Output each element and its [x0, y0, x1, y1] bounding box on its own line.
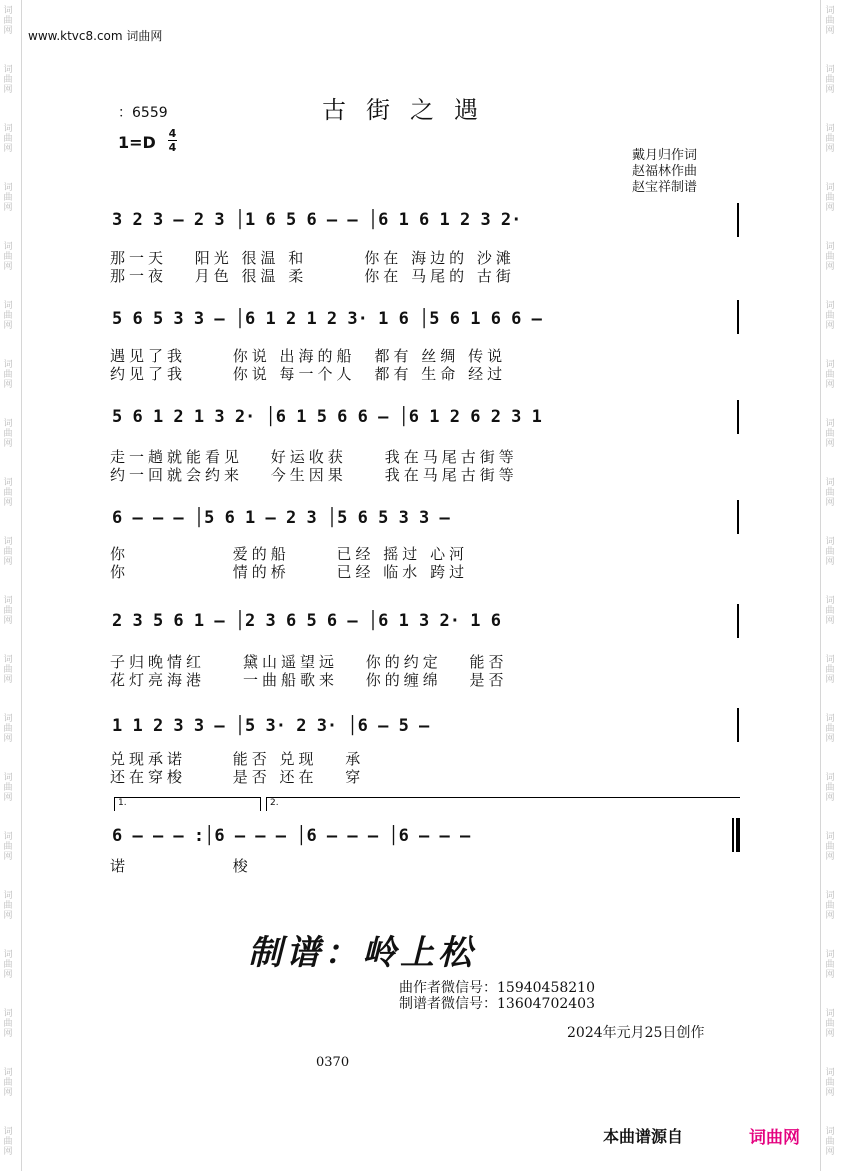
final-barline-thick — [736, 818, 740, 852]
lyrics-line: 花灯亮海港 一曲船歌来 你的缠绵 是否 — [110, 671, 508, 689]
right-margin-line — [820, 0, 821, 1171]
lyrics-line: 遇见了我 你说 出海的船 都有 丝绸 传说 — [110, 347, 507, 365]
lyrics-line: 那一夜 月色 很温 柔 你在 马尾的 古街 — [110, 267, 515, 285]
lyrics-line: 约见了我 你说 每一个人 都有 生命 经过 — [110, 365, 507, 383]
watermark-text: 词曲网 — [825, 478, 835, 508]
barline — [737, 500, 739, 534]
credits — [632, 148, 752, 196]
lyricist-credit: 戴月归作词 — [632, 148, 698, 163]
watermark-text: 词曲网 — [3, 65, 13, 95]
final-barline — [732, 818, 734, 852]
watermark-text: 词曲网 — [825, 1068, 835, 1098]
volta-second-label: 2. — [270, 798, 279, 808]
watermark-text: 词曲网 — [3, 1127, 13, 1157]
watermark-text: 词曲网 — [825, 1127, 835, 1157]
lyrics-line: 子归晚情红 黛山遥望远 你的约定 能否 — [110, 653, 508, 671]
time-sig-top: 4 — [168, 127, 177, 140]
watermark-text: 词曲网 — [825, 6, 835, 36]
watermark-text: 词曲网 — [825, 124, 835, 154]
watermark-text: 词曲网 — [825, 1009, 835, 1039]
watermark-text: 词曲网 — [3, 6, 13, 36]
watermark-text: 词曲网 — [3, 891, 13, 921]
lyrics-line: 那一天 阳光 很温 和 你在 海边的 沙滩 — [110, 249, 515, 267]
watermark-text: 词曲网 — [3, 419, 13, 449]
transcriber-credit: 赵宝祥制谱 — [632, 180, 698, 195]
watermark-text: 词曲网 — [3, 183, 13, 213]
watermark-text: 词曲网 — [3, 301, 13, 331]
left-margin-line — [21, 0, 22, 1171]
composer-credit: 赵福林作曲 — [632, 164, 698, 179]
volta-first — [114, 797, 261, 811]
watermark-text: 词曲网 — [3, 655, 13, 685]
serial-number: ：6559 — [118, 105, 168, 121]
song-title: 古街之遇 — [322, 96, 498, 124]
barline — [737, 400, 739, 434]
site-header[interactable]: www.ktvc8.com 词曲网 — [28, 29, 163, 43]
watermark-text: 词曲网 — [825, 65, 835, 95]
watermark-text: 词曲网 — [3, 773, 13, 803]
source-label: 本曲谱源自 — [603, 1127, 684, 1146]
wechat-contacts — [399, 980, 659, 1012]
watermark-text: 词曲网 — [825, 950, 835, 980]
left-watermark-strip — [0, 0, 20, 1171]
time-sig-bottom: 4 — [168, 141, 177, 154]
volta-first-label: 1. — [118, 798, 127, 808]
notes-row: 6 – – – │5 6 1 – 2 3 │5 6 5 3 3 – — [112, 508, 450, 528]
watermark-text: 词曲网 — [825, 242, 835, 272]
lyrics-line: 约一回就会约来 今生因果 我在马尾古街等 — [110, 466, 518, 484]
lyrics-line: 走一趟就能看见 好运收获 我在马尾古街等 — [110, 448, 518, 466]
watermark-text: 词曲网 — [825, 360, 835, 390]
watermark-text: 词曲网 — [3, 478, 13, 508]
watermark-text: 词曲网 — [3, 1009, 13, 1039]
watermark-text: 词曲网 — [825, 655, 835, 685]
creation-date: 2024年元月25日创作 — [567, 1025, 705, 1041]
notes-row: 5 6 1 2 1 3 2· │6 1 5 6 6 – │6 1 2 6 2 3 1 — [112, 407, 542, 427]
watermark-text: 词曲网 — [3, 124, 13, 154]
notes-row: 3 2 3 – 2 3 │1 6 5 6 – – │6 1 6 1 2 3 2· — [112, 210, 522, 230]
transcriber-wechat: 制谱者微信号：13604702403 — [399, 996, 595, 1012]
notes-row: 1 1 2 3 3 – │5 3· 2 3· │6 – 5 – — [112, 716, 430, 736]
watermark-text: 词曲网 — [825, 891, 835, 921]
barline — [737, 203, 739, 237]
brand-link[interactable]: 词曲网 — [749, 1128, 800, 1148]
watermark-text: 词曲网 — [825, 301, 835, 331]
transcriber-signature: 制谱：岭上松 — [248, 933, 476, 973]
watermark-text: 词曲网 — [825, 183, 835, 213]
watermark-text: 词曲网 — [825, 419, 835, 449]
time-signature — [168, 128, 177, 153]
watermark-text: 词曲网 — [3, 596, 13, 626]
barline — [737, 300, 739, 334]
watermark-text: 词曲网 — [825, 596, 835, 626]
watermark-text: 词曲网 — [3, 360, 13, 390]
watermark-text: 词曲网 — [825, 773, 835, 803]
composer-wechat: 曲作者微信号：15940458210 — [399, 980, 595, 996]
watermark-text: 词曲网 — [3, 537, 13, 567]
barline — [737, 708, 739, 742]
notes-row: 6 – – – :│6 – – – │6 – – – │6 – – – — [112, 826, 471, 846]
watermark-text: 词曲网 — [825, 537, 835, 567]
lyrics-line: 诺 梭 — [110, 857, 252, 875]
notes-row: 5 6 5 3 3 – │6 1 2 1 2 3· 1 6 │5 6 1 6 6 – — [112, 309, 542, 329]
notes-row: 2 3 5 6 1 – │2 3 6 5 6 – │6 1 3 2· 1 6 — [112, 611, 501, 631]
key-signature: 1=D — [118, 133, 156, 152]
lyrics-line: 兑现承诺 能否 兑现 承 — [110, 750, 365, 768]
score-code: 0370 — [316, 1055, 350, 1070]
watermark-text: 词曲网 — [3, 950, 13, 980]
watermark-text: 词曲网 — [3, 832, 13, 862]
barline — [737, 604, 739, 638]
lyrics-line: 你 爱的船 已经 摇过 心河 — [110, 545, 469, 563]
watermark-text: 词曲网 — [825, 832, 835, 862]
lyrics-line: 你 情的桥 已经 临水 跨过 — [110, 563, 469, 581]
watermark-text: 词曲网 — [825, 714, 835, 744]
watermark-text: 词曲网 — [3, 242, 13, 272]
watermark-text: 词曲网 — [3, 714, 13, 744]
right-watermark-strip — [822, 0, 842, 1171]
watermark-text: 词曲网 — [3, 1068, 13, 1098]
lyrics-line: 还在穿梭 是否 还在 穿 — [110, 768, 365, 786]
volta-second — [266, 797, 740, 811]
